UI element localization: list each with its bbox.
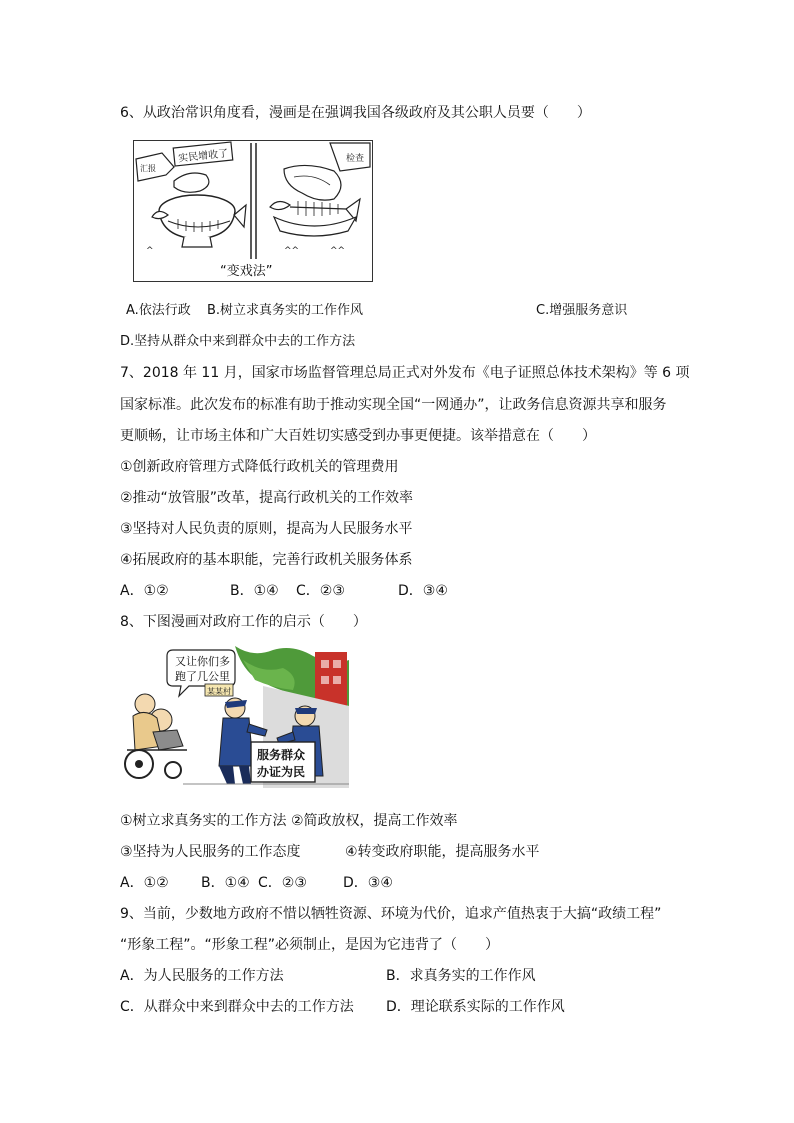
q7-item2: ②推动“放管服”改革，提高行政机关的工作效率 [120,490,414,506]
q8-item3: ③坚持为人民服务的工作态度 [120,844,301,860]
svg-text:^^: ^^ [330,246,346,256]
q9-option-d: D．理论联系实际的工作作风 [386,999,565,1015]
q9-option-b: B．求真务实的工作作风 [386,968,536,984]
svg-text:^^: ^^ [284,246,300,256]
q8-items-1-2: ①树立求真务实的工作方法 ②简政放权，提高工作效率 [120,813,458,829]
cartoon-magic-trick-drawing [134,141,372,281]
q9-line2: “形象工程”。“形象工程”必须制止，是因为它违背了（ ） [120,937,500,953]
q6-option-c: C.增强服务意识 [536,303,628,318]
cartoon-service-office-drawing [123,646,349,788]
q7-item4: ④拓展政府的基本职能，完善行政机关服务体系 [120,552,413,568]
q7-line2: 国家标准。此次发布的标准有助于推动实现全国“一网通办”，让政务信息资源共享和服务 [120,397,667,413]
q8-option-c: C．②③ [258,875,307,891]
service-sign-line2: 办证为民 [257,765,306,779]
q8-option-d: D．③④ [343,875,393,891]
q8-option-b: B．①④ [201,875,250,891]
q7-option-a: A．①② [120,583,169,599]
q9-option-c: C．从群众中来到群众中去的工作方法 [120,999,354,1015]
sign-check: 检查 [346,154,365,164]
svg-text:^: ^ [146,246,154,256]
cartoon-magic-trick [133,140,373,282]
q9-option-a: A．为人民服务的工作方法 [120,968,284,984]
q7-line3: 更顺畅，让市场主体和广大百姓切实感受到办事更便捷。该举措意在（ ） [120,428,596,444]
q6-stem: 6、从政治常识角度看，漫画是在强调我国各级政府及其公职人员要（ ） [120,105,591,121]
q6-option-b: B.树立求真务实的工作作风 [207,303,364,318]
q7-item3: ③坚持对人民负责的原则，提高为人民服务水平 [120,521,413,537]
q6-option-a: A.依法行政 [126,303,191,318]
q8-stem: 8、下图漫画对政府工作的启示（ ） [120,614,367,630]
q7-option-b: B．①④ [230,583,279,599]
cartoon-caption: “变戏法” [220,264,273,279]
q8-item4: ④转变政府职能，提高服务水平 [345,844,540,860]
q6-option-d: D.坚持从群众中来到群众中去的工作方法 [120,334,356,349]
speech-bubble-line2: 跑了几公里 [175,670,230,683]
cartoon-service-office [123,646,349,788]
q7-option-c: C．②③ [296,583,345,599]
service-sign-line1: 服务群众 [257,748,306,762]
q7-option-d: D．③④ [398,583,448,599]
q7-line1: 7、2018 年 11 月，国家市场监督管理总局正式对外发布《电子证照总体技术架构》等 6 项 [120,365,690,381]
speech-bubble-line1: 又让你们多 [175,655,230,668]
sign-report: 汇报 [140,164,156,173]
sign-left: 实民增收了 [177,148,229,165]
q9-line1: 9、当前，少数地方政府不惜以牺牲资源、环境为代价，追求产值热衷于大搞“政绩工程” [120,906,662,922]
small-sign: 某某村 [207,687,231,696]
q7-item1: ①创新政府管理方式降低行政机关的管理费用 [120,459,399,475]
q8-option-a: A．①② [120,875,169,891]
